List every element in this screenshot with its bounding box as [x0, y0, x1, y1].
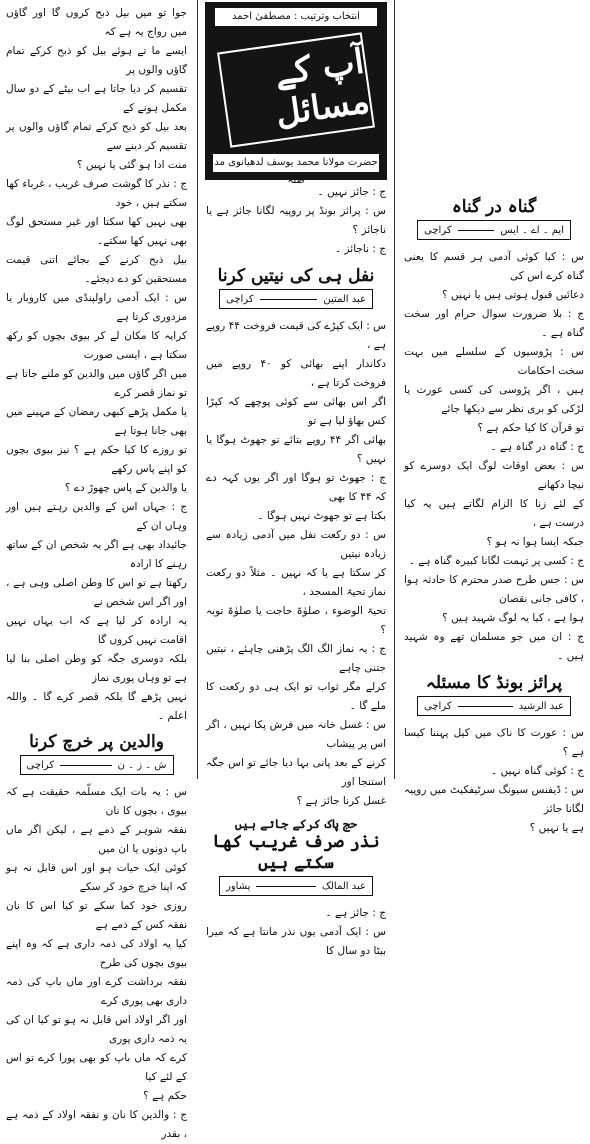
text-line: بھی نہیں کھا سکتا اور غیر مستحق لوگ بھی نہیں کھا سکتے۔	[6, 216, 187, 247]
text-line: س : غسل خانہ میں فرش پکا نہیں ، اگر اس پر پیشاب	[206, 719, 386, 750]
text-line: دعائیں قبول ہوتی ہیں یا نہیں ؟	[442, 289, 584, 301]
text-line: ج : جہاں اس کے والدین رہتے ہیں اور وہاں ان کے	[6, 501, 187, 532]
text-line: س : ایک آدمی یوں نذر مانتا ہے کہ میرا بیٹا دو سال کا	[206, 926, 386, 957]
text-line: نہیں پڑھے گا بلکہ قصر کرے گا ۔ واللہ اعلم ۔	[6, 691, 187, 722]
text-line: س : جس طرح صدر محترم کا حادثہ ہوا ، کافی جانی نقصان	[404, 574, 584, 605]
text-line: غسل کرنا جائز ہے ؟	[296, 795, 386, 807]
text-line: یا والدین کے پاس چھوڑ دے ؟	[64, 482, 187, 494]
text-line: کے لئے زنا کا الزام لگاتے ہیں یہ کیا درست ہے ،	[404, 498, 584, 529]
text-line: ہوا ہے ، کیا یہ لوگ شہید ہیں ؟	[442, 612, 584, 624]
section-title-gunah: گناہ در گناہ	[451, 197, 537, 217]
section-title-nafl: نفل ہی کی نیتیں کرنا	[217, 266, 375, 286]
asker-name: عبد الرشید	[518, 700, 564, 712]
text-line: تحیۃ الوضوء ، صلوٰۃ حاجت یا صلوٰۃ توبہ ؟	[206, 605, 386, 636]
text-block-gunah	[398, 248, 590, 666]
text-line: ج : والدین کا نان و نفقہ اولاد کے ذمہ ہے ، بقدر	[6, 1109, 187, 1140]
text-line: ج : کوئی گناہ نہیں ۔	[490, 765, 584, 777]
text-line: کرلے مگر ثواب تو ایک ہی دو رکعت کا ملے گا ۔	[206, 681, 386, 712]
text-line: بیل ذبح کرنے کے بجائے اتنی قیمت مستحقین کو دے دیجئے۔	[6, 254, 187, 285]
text-line: اور اگر اولاد اس قابل نہ ہو تو کیا ان کی یہ ذمہ داری پوری	[6, 1014, 187, 1045]
text-line: ج : نذر کا گوشت صرف غریب ، غرباء کھا سکتے ہیں ، خود	[6, 178, 187, 209]
asker-box-prize	[417, 696, 571, 716]
text-line: س : دو رکعت نفل میں آدمی زیادہ سے زیادہ نیتیں	[206, 529, 386, 560]
text-line: کرے کہ ماں باپ کو بھی پورا کرے تو اس کے لئے کیا	[6, 1052, 187, 1083]
text-line: ج : کسی پر تہمت لگانا کبیرہ گناہ ہے ۔	[408, 555, 584, 567]
text-line: ج : گناہ در گناہ ہے ۔	[490, 441, 584, 453]
text-block-prize	[398, 724, 590, 838]
text-line: ایسے ما تے ہوئے بیل کو ذبح کرکے تمام گاؤں والوں پر	[6, 45, 187, 76]
text-line: ہے یا نہیں ؟	[529, 822, 584, 834]
asker-name: ایم ۔ اے ۔ ایس	[500, 224, 564, 236]
text-line: س : پڑوسیوں کے سلسلے میں بہت سخت احکامات	[404, 346, 584, 377]
asker-box-nazr	[219, 876, 373, 896]
text-block-left-top	[0, 4, 193, 726]
section-title-prize: پرائز بونڈ کا مسئلہ	[425, 673, 563, 693]
text-line: ہیں ، اگر پڑوسی کی کسی عورت یا لڑکی کو بری نظر سے دیکھا جائے	[404, 384, 584, 415]
text-line: تو روزے کا کیا حکم ہے ؟ نیز بیوی بچوں کو اپنے پاس رکھے	[6, 444, 187, 475]
text-line: ج : یہ نماز الگ الگ پڑھنی چاہئے ، نیتیں جتنی چاہے	[206, 643, 386, 674]
asker-name: عبد المالک	[321, 880, 366, 892]
text-line: بکتا ہے تو جھوٹ نہیں ہوگا ۔	[257, 510, 386, 522]
asker-city: پشاور	[226, 880, 251, 892]
text-line: نفقہ شوہر کے ذمے ہے ، لیکن اگر ماں باپ دونوں یا ان میں	[6, 824, 187, 855]
text-line: کرایہ کا مکان لے کر بیوی بچوں کو رکھ سکتا ہے ، ایسی صورت	[6, 330, 187, 361]
text-line: س : ایک کپڑے کی قیمت فروخت ۴۴ روپے ہے ،	[206, 320, 386, 351]
text-line: حکم ہے ؟	[143, 1090, 187, 1102]
section-title-walidain: والدین پر خرچ کرنا	[29, 732, 164, 752]
text-block-nazr	[200, 904, 392, 961]
text-line: س : کیا کوئی آدمی ہر قسم کا یعنی گناہ کرے اس کی	[404, 251, 584, 282]
text-line: س : ڈیفنس سیونگ سرٹیفکیٹ میں روپیہ لگانا جائز	[404, 784, 584, 815]
text-block-mid-top	[200, 183, 392, 259]
text-line: یہ ارادہ کر لیا ہے کہ اب یہاں نہیں اقامت نہیں کروں گا	[6, 615, 187, 646]
banner-title: آپ کے مسائل	[217, 32, 375, 147]
text-line: بعد بیل کو ذبح کرکے تمام گاؤں والوں پر تقسیم کر دینے سے	[6, 121, 187, 152]
banner-author: حضرت مولانا محمد یوسف لدھیانوی مد ظلہ	[213, 154, 379, 172]
banner-compiler: انتخاب وترتیب : مصطفیٰ احمد الحسینی	[215, 8, 377, 26]
text-line: رکھتا ہے تو اس کا وطن اصلی وہی ہے ، اور اگر اس شخص نے	[6, 577, 187, 608]
section-title-nazr: نذر صرف غریب کھا سکتے ہیں	[212, 832, 380, 873]
text-line: ج : جھوٹ تو ہوگا اور اگر یوں کہہ دے کہ ۴۴ کا بھی	[206, 472, 386, 503]
text-line: جائیداد بھی ہے اگر یہ شخص ان کے ساتھ رہنے کا ارادہ	[6, 539, 187, 570]
text-line: ج : جائز ہے ۔	[325, 907, 386, 919]
text-line: کر سکتا ہے یا کہ نہیں ۔ مثلاً دو رکعت نماز تحیۃ المسجد ،	[206, 567, 386, 598]
text-line: میں اگر گاؤں میں والدین کو ملنے جاتا ہے تو نماز قصر کرے	[6, 368, 187, 399]
text-line: اگر اس بھائی سے کوئی پوچھے کہ کپڑا کس بھاؤ لیا ہے تو	[206, 396, 386, 427]
right-column	[398, 0, 590, 834]
text-line: ج : جائز نہیں ۔	[317, 186, 386, 198]
asker-city: کراچی	[26, 759, 55, 771]
text-line: س : بعض اوقات لوگ ایک دوسرے کو نیچا دکھانے	[404, 460, 584, 491]
text-line: بلکہ دوسری جگہ کو وطن اصلی بنا لیا ہے تو وہاں پوری نماز	[6, 653, 187, 684]
text-block-walidain	[0, 783, 193, 1144]
asker-name: ش ۔ ز ۔ ن	[117, 759, 167, 771]
text-line: بھائی اگر ۴۴ روپے بتائے تو جھوٹ ہوگا یا نہیں ؟	[206, 434, 386, 465]
text-line: منت ادا ہو گئی یا نہیں ؟	[76, 159, 187, 171]
asker-box-nafl	[219, 289, 373, 309]
text-block-nafl	[200, 317, 392, 811]
text-line: جوا تو میں بیل ذبح کروں گا اور گاؤں میں رواج یہ ہے کہ	[6, 7, 187, 38]
asker-city: کراچی	[226, 293, 254, 305]
asker-city: کراچی	[424, 700, 452, 712]
text-line: تو قرآن کا کیا حکم ہے ؟	[477, 422, 584, 434]
text-line: س : ایک آدمی راولپنڈی میں کاروبار یا مزدوری کرتا ہے	[6, 292, 187, 323]
text-line: یا مکمل پڑھے کبھی رمضان کے مہینے میں بھی جانا ہوتا ہے	[6, 406, 187, 437]
text-line: روزی خود کما سکے تو کیا اس کا نان نفقہ کس کے ذمے ہے	[6, 900, 187, 931]
text-line: ج : ناجائز ۔	[334, 243, 386, 255]
middle-column	[200, 0, 392, 957]
text-line: س : عورت کا ناک میں کیل پہننا کیسا ہے ؟	[404, 727, 584, 758]
text-line: دکاندار اپنے بھائی کو ۴۰ روپے میں فروخت کرتا ہے ،	[206, 358, 386, 389]
asker-box-walidain	[20, 755, 174, 775]
text-line: ج : بلا ضرورت سوال حرام اور سخت گناہ ہے ۔	[404, 308, 584, 339]
text-line: ج : ان میں جو مسلمان تھے وہ شہید ہیں ۔	[404, 631, 584, 662]
asker-box-gunah	[417, 220, 571, 240]
column-divider	[197, 0, 198, 779]
text-line: س : یہ بات ایک مسلّمہ حقیقت ہے کہ بیوی ، بچوں کا نان	[6, 786, 187, 817]
section-subtitle-nazr: حج پاک کرکے جاتے ہیں	[234, 817, 358, 831]
text-line: کرنے کے بعد پانی بہا دیا جائے تو اس جگہ استنجا اور	[206, 757, 386, 788]
left-column	[0, 0, 193, 1140]
text-line: کیا یہ اولاد کی ذمہ داری ہے کہ وہ اپنے بیوی بچوں کی طرح	[6, 938, 187, 969]
asker-name: عبد المتین	[323, 293, 366, 305]
text-line: نفقہ برداشت کرے اور ماں باپ کی ذمہ داری بھی پوری کرے	[6, 976, 187, 1007]
text-line: س : پرائز بونڈ پر روپیہ لگانا جائز ہے یا ناجائز ؟	[206, 205, 386, 236]
column-divider	[394, 0, 395, 779]
text-line: تقسیم کر دیا جاتا ہے اب بیٹے کے دو سال مکمل ہونے کے	[6, 83, 187, 114]
text-line: جبکہ ایسا ہوا نہ ہو ؟	[486, 536, 584, 548]
text-line: کوئی ایک حیات ہو اور اس قابل نہ ہو کہ اپنا خرچ خود کر سکے	[6, 862, 187, 893]
asker-city: کراچی	[424, 224, 452, 236]
